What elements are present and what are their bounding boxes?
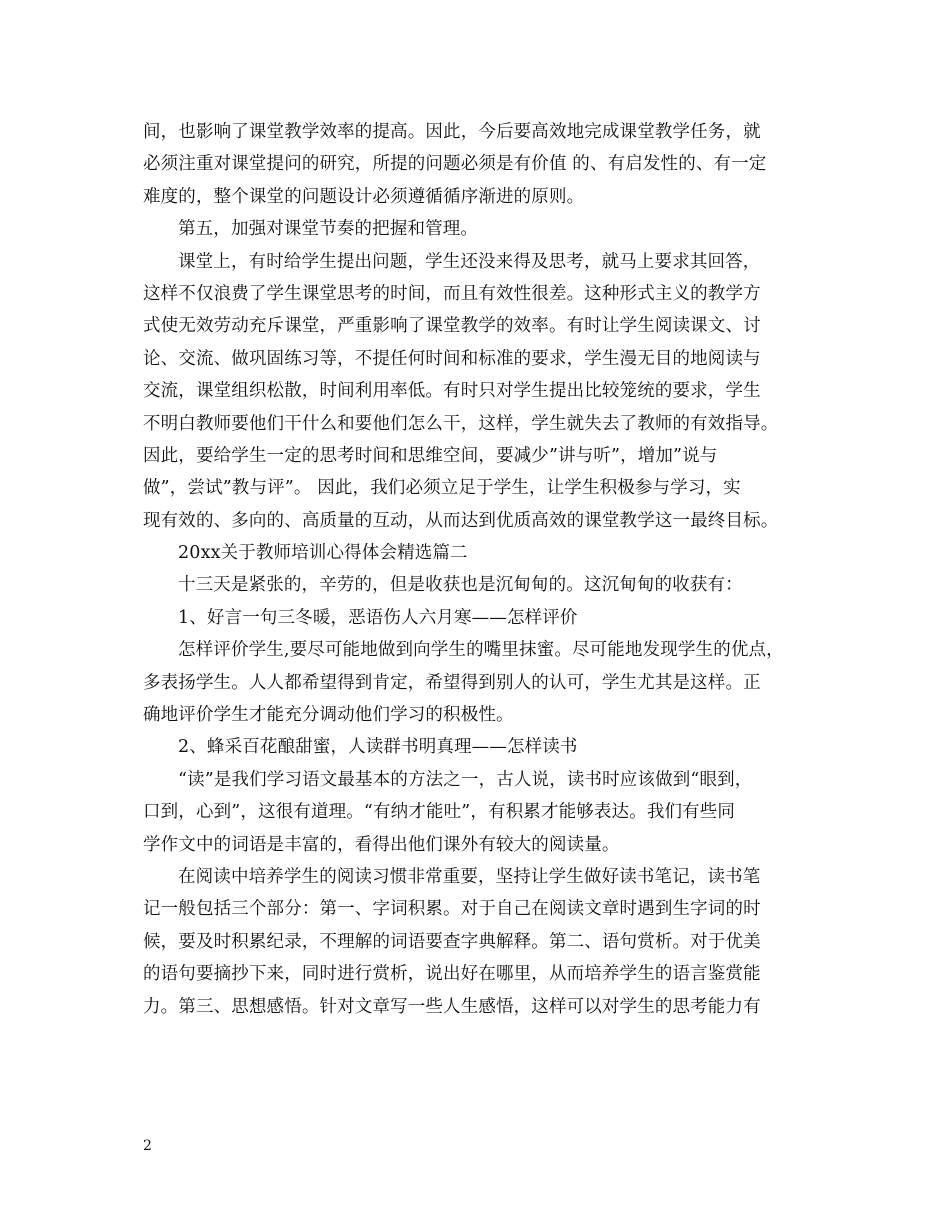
text-line: 怎样评价学生,要尽可能地做到向学生的嘴里抹蜜。尽可能地发现学生的优点， — [178, 640, 784, 661]
text-line: 难度的，整个课堂的问题设计必须遵循循序渐进的原则。 — [143, 186, 585, 207]
text-line: 记一般包括三个部分：第一、字词积累。对于自己在阅读文章时遇到生字词的时 — [143, 899, 761, 920]
text-line: 式使无效劳动充斥课堂，严重影响了课堂教学的效率。有时让学生阅读课文、讨 — [143, 316, 761, 337]
text-line: 现有效的、多向的、高质量的互动，从而达到优质高效的课堂教学这一最终目标。 — [143, 510, 779, 531]
text-line: 不明白教师要他们干什么和要他们怎么干，这样，学生就失去了教师的有效指导。 — [143, 413, 779, 434]
article-title: 20xx关于教师培训心得体会精选篇二 — [178, 543, 468, 564]
text-line: 十三天是紧张的，辛劳的，但是收获也是沉甸甸的。这沉甸甸的收获有： — [178, 575, 743, 596]
text-line: 课堂上，有时给学生提出问题，学生还没来得及思考，就马上要求其回答， — [178, 251, 761, 272]
text-line: 间，也影响了课堂教学效率的提高。因此，今后要高效地完成课堂教学任务，就 — [143, 122, 761, 142]
text-line: 这样不仅浪费了学生课堂思考的时间，而且有效性很差。这种形式主义的教学方 — [143, 283, 761, 304]
text-line: “读”是我们学习语文最基本的方法之一，古人说，读书时应该做到“眼到， — [178, 769, 753, 790]
text-line: 在阅读中培养学生的阅读习惯非常重要，坚持让学生做好读书笔记，读书笔 — [178, 866, 761, 887]
text-line: 因此，要给学生一定的思考时间和思维空间，要减少”讲与听”，增加”说与 — [143, 445, 718, 466]
body-text — [143, 116, 823, 1023]
section-heading: 2、蜂采百花酿甜蜜，人读群书明真理——怎样读书 — [178, 737, 578, 758]
text-line: 交流，课堂组织松散，时间利用率低。有时只对学生提出比较笼统的要求，学生 — [143, 381, 761, 402]
text-line: 多表扬学生。人人都希望得到肯定，希望得到别人的认可，学生尤其是这样。正 — [143, 672, 761, 693]
text-line: 做”，尝试”教与评”。 因此，我们必须立足于学生，让学生积极参与学习，实 — [143, 478, 741, 499]
text-line: 学作文中的词语是丰富的，看得出他们课外有较大的阅读量。 — [143, 834, 620, 855]
section-heading: 1、好言一句三冬暖，恶语伤人六月寒——怎样评价 — [178, 607, 578, 628]
text-line: 论、交流、做巩固练习等，不提任何时间和标准的要求，学生漫无目的地阅读与 — [143, 348, 761, 369]
text-line: 的语句要摘抄下来，同时进行赏析，说出好在哪里，从而培养学生的语言鉴赏能 — [143, 964, 761, 985]
section-heading: 第五，加强对课堂节奏的把握和管理。 — [178, 219, 479, 240]
text-line: 力。第三、思想感悟。针对文章写一些人生感悟，这样可以对学生的思考能力有 — [143, 996, 761, 1017]
text-line: 必须注重对课堂提问的研究，所提的问题必须是有价值 的、有启发性的、有一定 — [143, 154, 767, 175]
text-line: 口到，心到”，这很有道理。“有纳才能吐”，有积累才能够表达。我们有些同 — [143, 802, 736, 823]
page-number: 2 — [143, 1138, 152, 1154]
text-line: 确地评价学生才能充分调动他们学习的积极性。 — [143, 705, 514, 726]
text-line: 候，要及时积累纪录，不理解的词语要查字典解释。第二、语句赏析。对于优美 — [143, 931, 761, 952]
